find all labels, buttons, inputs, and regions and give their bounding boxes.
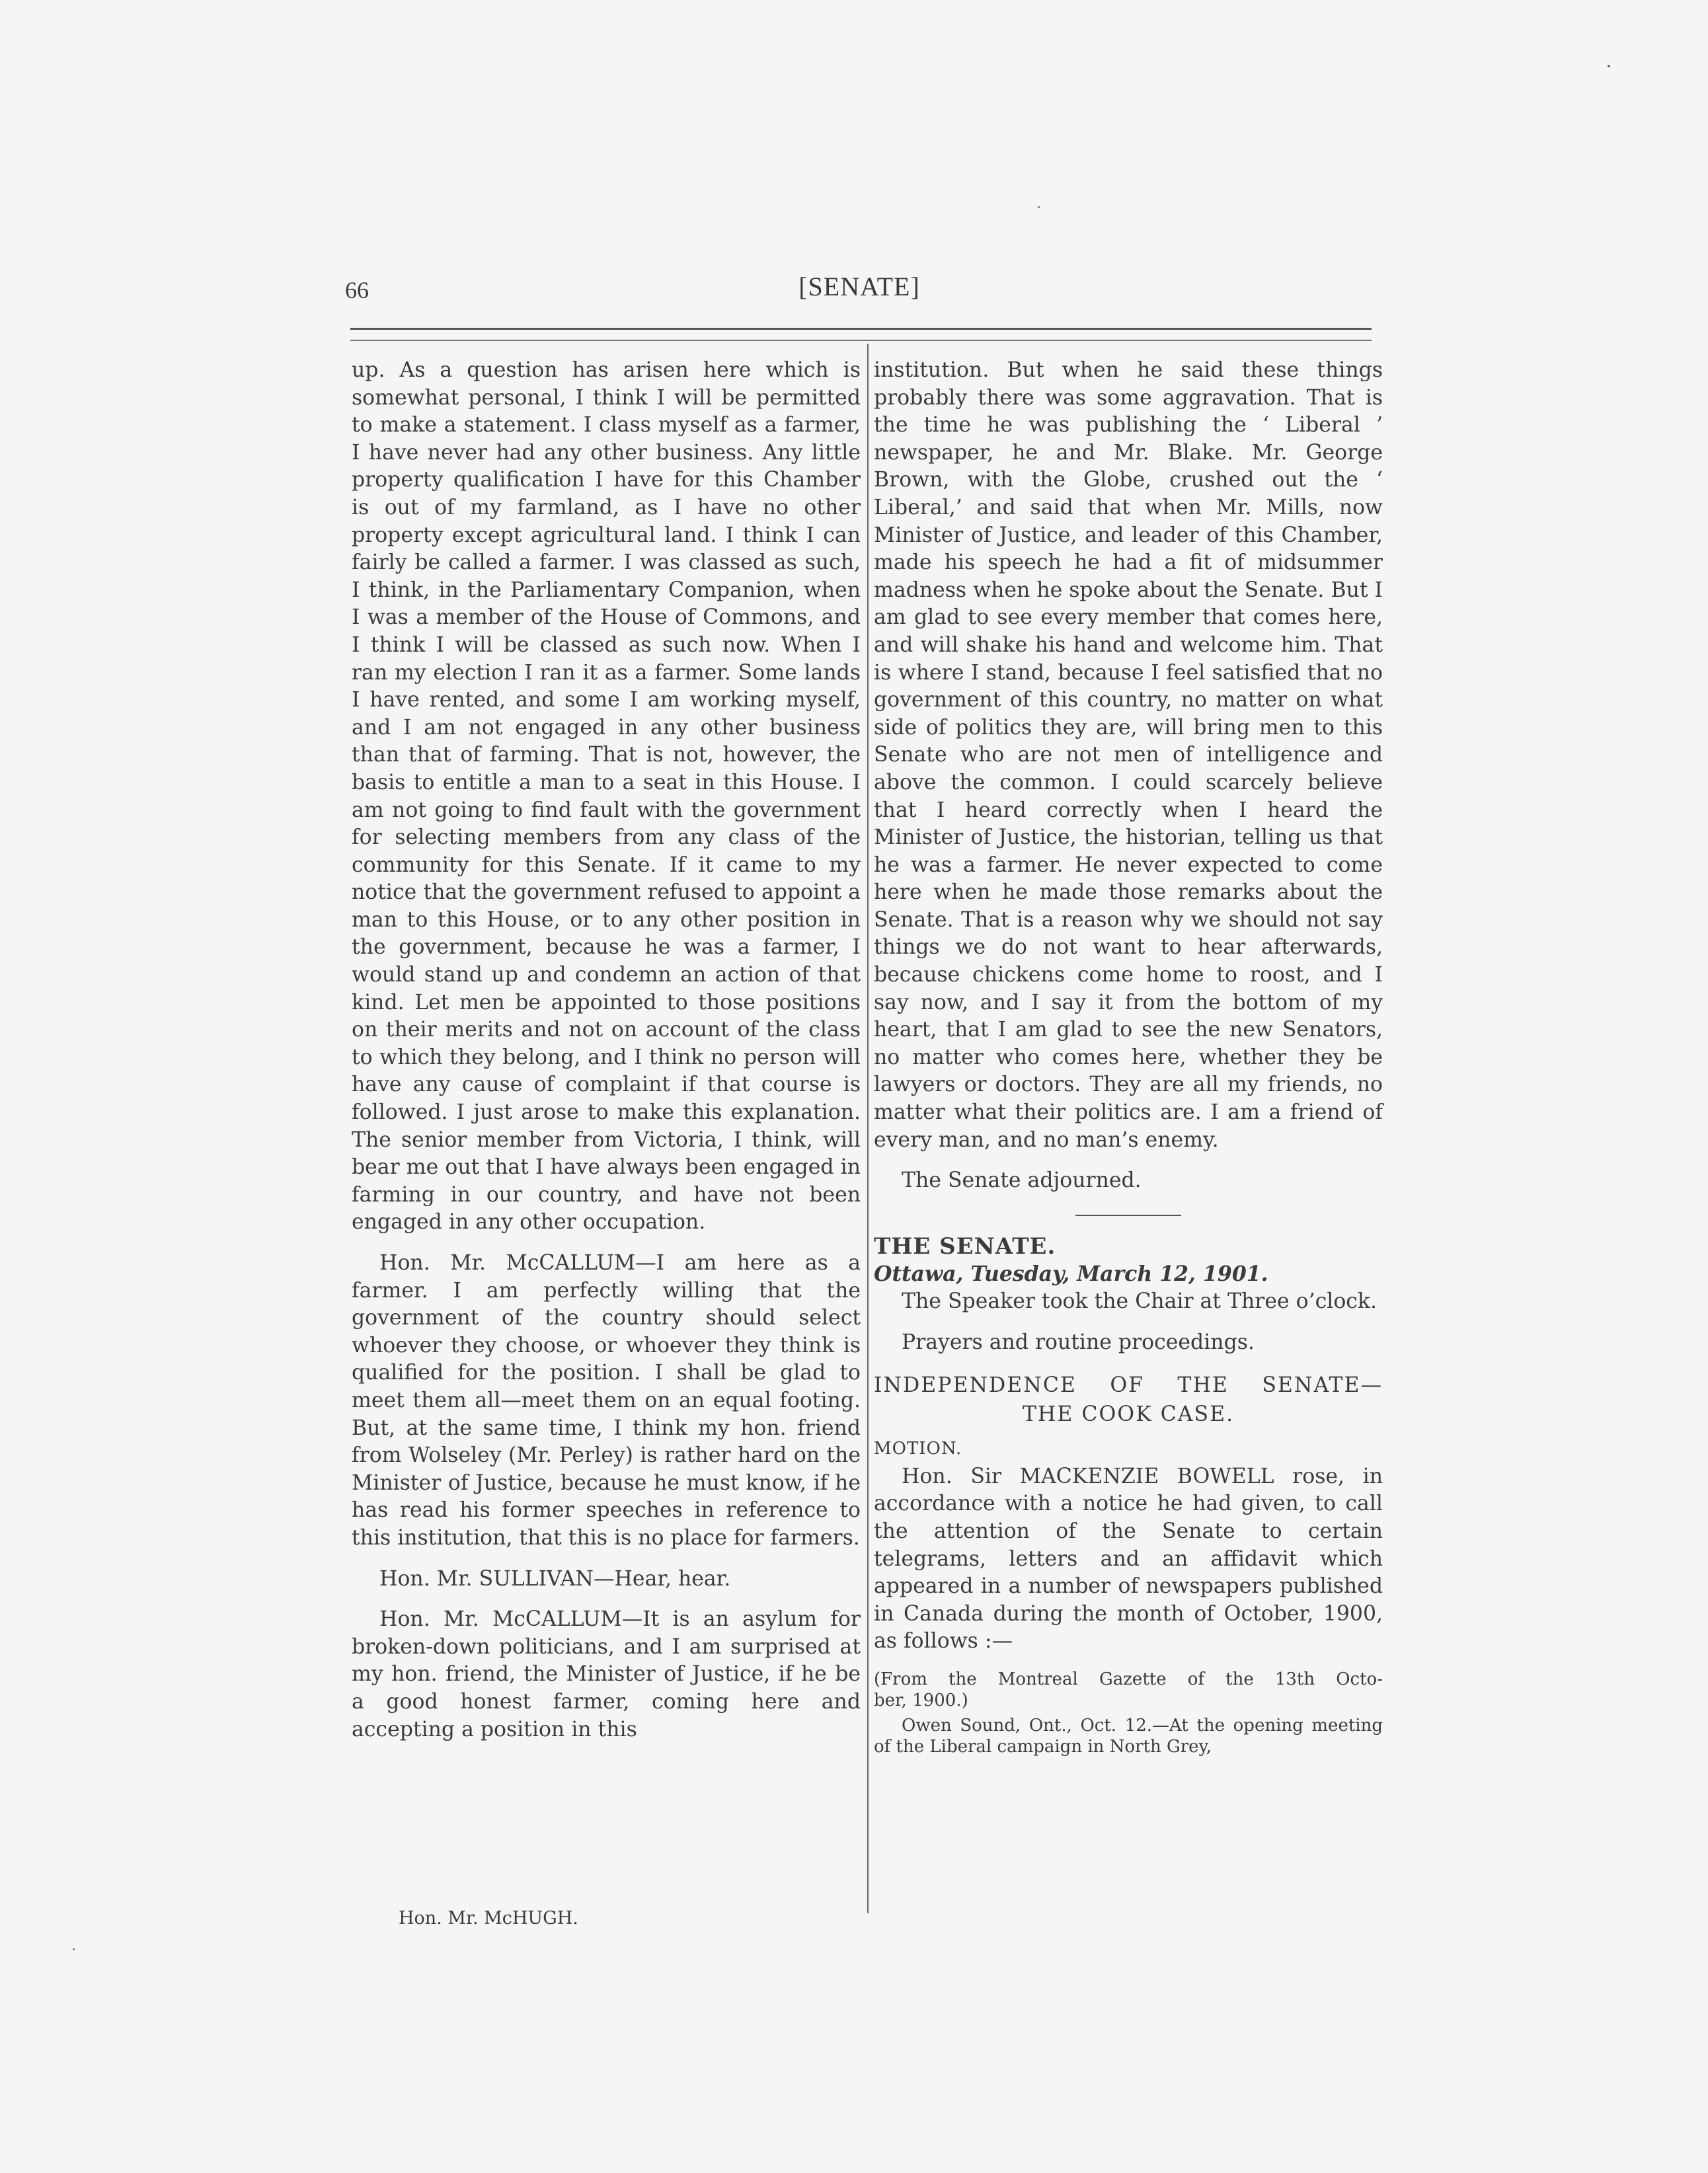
- scan-speck: [73, 1948, 75, 1950]
- paragraph: up. As a question has arisen here which is somewhat personal, I think I will be permitted to make a statement. I class myself as a farmer, I have never had any other business. Any little property qualification I have for this Chamber is out of my farmland, as I have no other property except agricultural land. I think I can fairly be called a farmer. I was classed as such, I think, in the Parliamentary Companion, when I was a member of the House of Commons, and I think I will be classed as such now. When I ran my election I ran it as a farmer. Some lands I have rented, and some I am working myself, and I am not engaged in any other business than that of farming. That is not, however, the basis to entitle a man to a seat in this House. I am not going to find fault with the government for selecting members from any class of the community for this Senate. If it came to my notice that the government refused to appoint a man to this House, or to any other position in the government, because he was a farmer, I would stand up and condemn an action of that kind. Let men be appointed to those positions on their merits and not on account of the class to which they belong, and I think no person will have any cause of complaint if that course is followed. I just arose to make this explanation. The senior member from Victoria, I think, will bear me out that I have always been engaged in farming in our country, and have not been engaged in any other occupation.: [352, 358, 861, 1235]
- source-citation-continued: ber, 1900.): [874, 1690, 968, 1710]
- page-number: 66: [345, 277, 369, 303]
- subject-heading-line: INDEPENDENCE OF THE SENATE—: [874, 1373, 1383, 1398]
- subject-heading-line: THE COOK CASE.: [1022, 1402, 1235, 1427]
- scan-speck: [1608, 65, 1610, 67]
- section-title: THE SENATE.: [874, 1233, 1056, 1260]
- paragraph: Hon. Mr. McCALLUM—It is an asylum for broken-down politicians, and I am surprised at my hon. friend, the Minister of Justice, if he be a good honest farmer, coming here and accepting a position in this: [352, 1607, 861, 1741]
- paragraph: Hon. Mr. SULLIVAN—Hear, hear.: [379, 1566, 731, 1591]
- adjournment-note: The Senate adjourned.: [902, 1168, 1142, 1193]
- paragraph: Hon. Sir MACKENZIE BOWELL rose, in accordance with a notice he had given, to call the attention of the Senate to certain telegrams, letters and an affidavit which appeared in a number of newspapers published in Canada during the month of October, 1900, as follows :—: [874, 1464, 1383, 1654]
- paragraph: institution. But when he said these things probably there was some aggravation. That is the time he was publishing the ‘ Liberal ’ newspaper, he and Mr. Blake. Mr. George Brown, with the Globe, crushed out the ‘ Liberal,’ and said that when Mr. Mills, now Minister of Justice, and leader of this Chamber, made his speech he had a fit of midsummer madness when he spoke about the Senate. But I am glad to see every member that comes here, and will shake his hand and welcome him. That is where I stand, because I feel satisfied that no government of this country, no matter on what side of politics they are, will bring men to this Senate who are not men of intelligence and above the common. I could scarcely believe that I heard correctly when I heard the Minister of Justice, the historian, telling us that he was a farmer. He never expected to come here when he made those remarks about the Senate. That is a reason why we should not say things we do not want to hear afterwards, because chickens come home to roost, and I say now, and I say it from the bottom of my heart, that I am glad to see the new Senators, no matter who comes here, whether they be lawyers or doctors. They are all my friends, no matter what their politics are. I am a friend of every man, and no man’s enemy.: [874, 358, 1383, 1152]
- section-rule: [1075, 1215, 1181, 1216]
- catchword: Hon. Mr. McHUGH.: [399, 1908, 578, 1928]
- column-divider: [867, 344, 869, 1913]
- source-citation: (From the Montreal Gazette of the 13th Octo-: [874, 1669, 1383, 1689]
- dateline: Ottawa, Tuesday, March 12, 1901.: [874, 1262, 1268, 1287]
- motion-heading: MOTION.: [874, 1439, 962, 1459]
- running-head: [SENATE]: [798, 272, 920, 301]
- header-rule: [350, 328, 1372, 330]
- paragraph: The Speaker took the Chair at Three o’clock.: [902, 1289, 1378, 1313]
- quoted-paragraph: Owen Sound, Ont., Oct. 12.—At the opening meeting of the Liberal campaign in North Grey,: [874, 1715, 1383, 1757]
- left-column: [352, 357, 861, 1743]
- scan-speck: [1038, 206, 1040, 208]
- subject-heading: [874, 1371, 1383, 1429]
- paragraph: Hon. Mr. McCALLUM—I am here as a farmer. I am perfectly willing that the government of the country should select whoever they choose, or whoever they think is qualified for the position. I shall be glad to meet them all—meet them on an equal footing. But, at the same time, I think my hon. friend from Wolseley (Mr. Perley) is rather hard on the Minister of Justice, because he must know, if he has read his former speeches in reference to this institution, that this is no place for farmers.: [352, 1251, 861, 1550]
- header-rule-secondary: [350, 340, 1372, 341]
- right-column: [874, 357, 1383, 1757]
- paragraph: Prayers and routine proceedings.: [902, 1330, 1255, 1354]
